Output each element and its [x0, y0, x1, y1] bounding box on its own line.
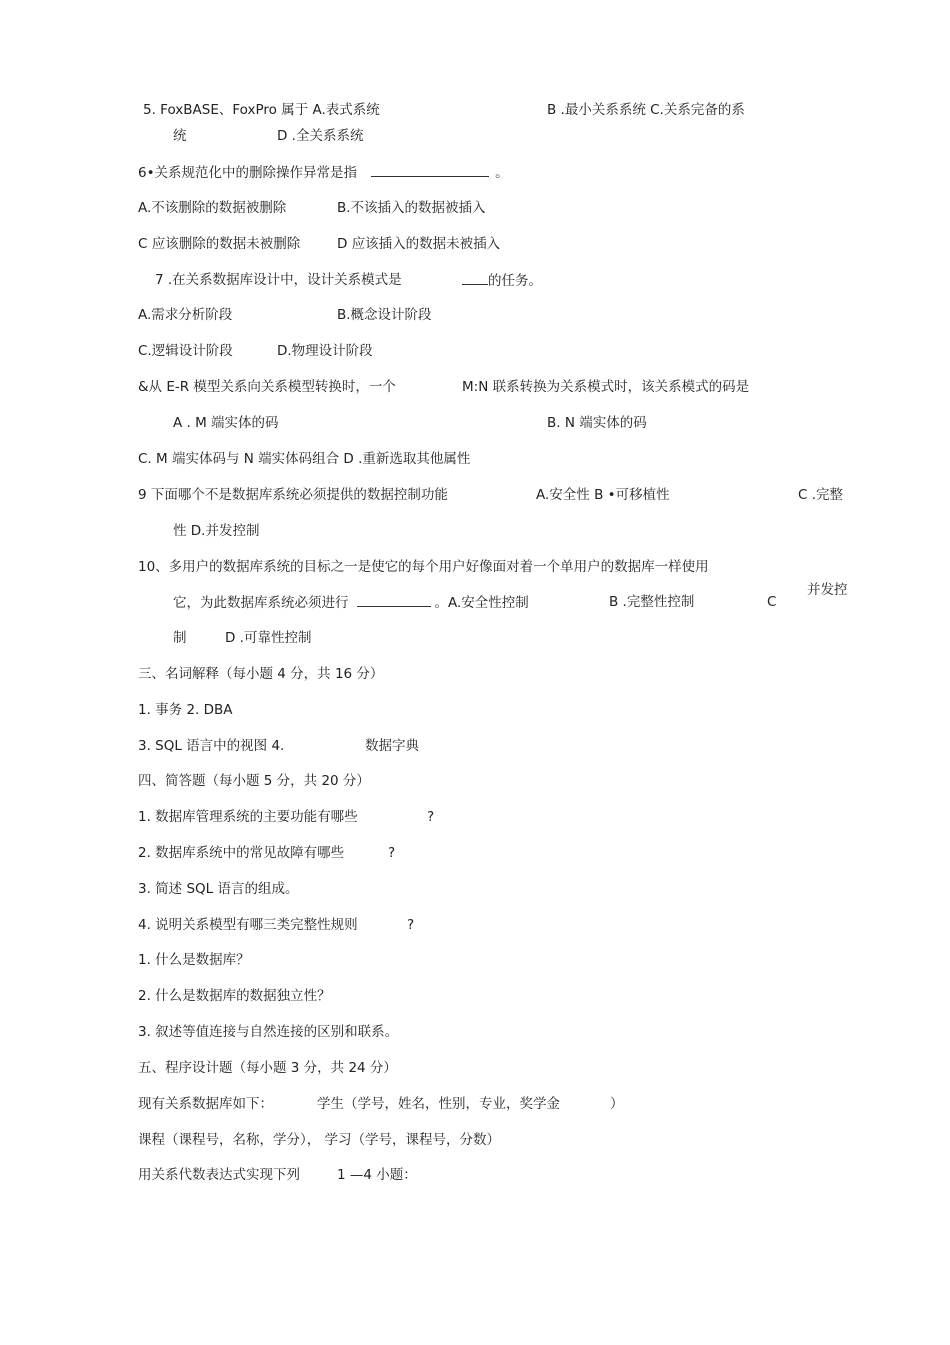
q9-line2: 性 D.并发控制: [173, 523, 260, 539]
q7-stem-end: 的任务。: [488, 273, 542, 289]
q10-side-text: 并发控: [807, 582, 848, 598]
q10-option-c: C: [767, 594, 777, 610]
section-5-line-2: 课程（课程号，名称，学分）， 学习（学号，课程号，分数）: [138, 1132, 501, 1148]
section-5-line-1-student: 学生（学号，姓名，性别，专业，奖学金: [317, 1096, 560, 1112]
q9-option-c: C .完整: [798, 487, 844, 503]
section-4-title: 四、简答题（每小题 5 分，共 20 分）: [138, 773, 370, 789]
q5-line2-left: 统: [173, 128, 187, 144]
q7-option-a: A.需求分析阶段: [138, 307, 233, 323]
q10-line2: [173, 593, 529, 612]
q5-line1-left: 5. FoxBASE、FoxPro 属于 A.表式系统: [143, 102, 380, 118]
q8-stem-right: M:N 联系转换为关系模式时，该关系模式的码是: [462, 379, 750, 395]
q6-option-c: C 应该删除的数据未被删除: [138, 236, 301, 252]
section-4-item-2-mark: ?: [388, 845, 396, 861]
q6-stem: [138, 163, 509, 182]
q10-option-d: D .可靠性控制: [225, 630, 312, 646]
section-4-extra-2: 2. 什么是数据库的数据独立性？: [138, 988, 331, 1004]
q7-stem: 7 .在关系数据库设计中，设计关系模式是: [155, 272, 402, 288]
q6-option-b: B.不该插入的数据被插入: [337, 200, 486, 216]
q7-stem-end-wrap: [462, 271, 542, 290]
section-4-extra-1: 1. 什么是数据库？: [138, 952, 250, 968]
section-4-item-2: 2. 数据库系统中的常见故障有哪些: [138, 845, 345, 861]
section-5-line-1-left: 现有关系数据库如下：: [138, 1096, 273, 1112]
section-3-title: 三、名词解释（每小题 4 分，共 16 分）: [138, 666, 384, 682]
q6-answer-blank: [371, 163, 489, 177]
section-3-item-3: 3. SQL 语言中的视图 4.: [138, 738, 285, 754]
q8-option-a: A . M 端实体的码: [173, 415, 279, 431]
q7-answer-blank: [462, 271, 488, 285]
q10-line3-left: 制: [173, 630, 187, 646]
section-4-item-1: 1. 数据库管理系统的主要功能有哪些: [138, 809, 358, 825]
section-4-item-4: 4. 说明关系模型有哪三类完整性规则: [138, 917, 358, 933]
section-4-extra-3: 3. 叙述等值连接与自然连接的区别和联系。: [138, 1024, 399, 1040]
q6-stem-end: 。: [495, 165, 509, 181]
q10-answer-blank: [357, 593, 431, 607]
q7-option-b: B.概念设计阶段: [337, 307, 432, 323]
section-4-item-3: 3. 简述 SQL 语言的组成。: [138, 881, 299, 897]
section-3-item-1: 1. 事务 2. DBA: [138, 702, 233, 718]
q6-option-a: A.不该删除的数据被删除: [138, 200, 287, 216]
q5-option-d: D .全关系系统: [277, 128, 364, 144]
q10-line2-text: 它，为此数据库系统必须进行: [173, 595, 349, 611]
q10-option-a: 。A.安全性控制: [434, 595, 529, 611]
q6-option-d: D 应该插入的数据未被插入: [337, 236, 501, 252]
q6-stem-text: 6•关系规范化中的删除操作异常是指: [138, 165, 358, 181]
q8-stem-left: &从 E-R 模型关系向关系模型转换时，一个: [138, 379, 396, 395]
section-4-item-4-mark: ?: [407, 917, 415, 933]
q10-option-b: B .完整性控制: [609, 594, 695, 610]
section-5-title: 五、程序设计题（每小题 3 分，共 24 分）: [138, 1060, 397, 1076]
q7-option-c: C.逻辑设计阶段: [138, 343, 233, 359]
q9-stem: 9 下面哪个不是数据库系统必须提供的数据控制功能: [138, 487, 448, 503]
section-5-line-1-end: ）: [610, 1096, 624, 1112]
section-4-item-1-mark: ?: [427, 809, 435, 825]
section-5-line-3-left: 用关系代数表达式实现下列: [138, 1167, 300, 1183]
q10-line1: 10、多用户的数据库系统的目标之一是使它的每个用户好像面对着一个单用户的数据库一样使用: [138, 559, 709, 575]
q9-option-ab: A.安全性 B •可移植性: [536, 487, 670, 503]
q8-option-cd: C. M 端实体码与 N 端实体码组合 D .重新选取其他属性: [138, 451, 471, 467]
q7-option-d: D.物理设计阶段: [277, 343, 373, 359]
section-3-item-4-text: 数据字典: [365, 738, 419, 754]
q8-option-b: B. N 端实体的码: [547, 415, 647, 431]
q5-line1-right: B .最小关系系统 C.关系完备的系: [547, 102, 745, 118]
section-5-line-3-right: 1 —4 小题：: [337, 1167, 417, 1183]
